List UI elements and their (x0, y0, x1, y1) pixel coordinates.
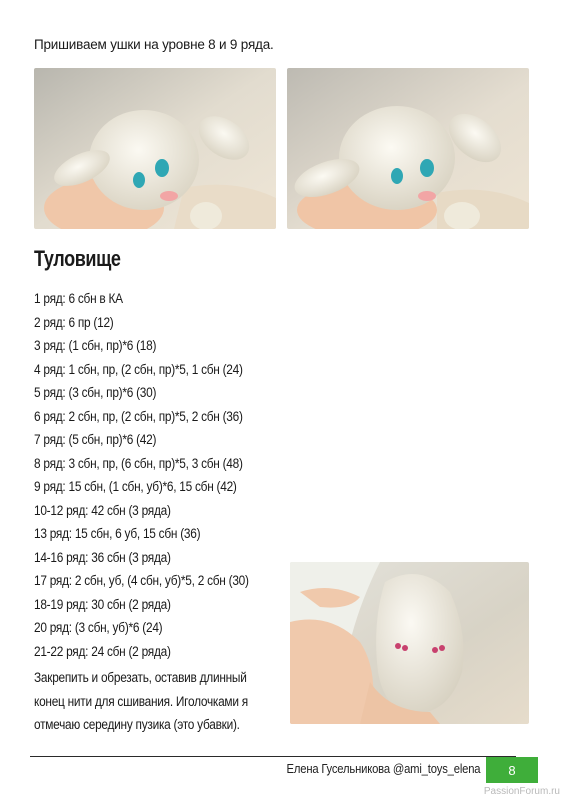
photo-bunny-head-left (34, 68, 276, 229)
footer-author: Елена Гусельникова @ami_toys_elena (286, 762, 480, 776)
row-instruction: 20 ряд: (3 сбн, уб)*6 (24) (34, 620, 163, 635)
row-instruction: 3 ряд: (1 сбн, пр)*6 (18) (34, 338, 157, 353)
finishing-note (34, 666, 284, 737)
row-instruction: 5 ряд: (3 сбн, пр)*6 (30) (34, 385, 157, 400)
note-line: конец нити для сшивания. Иголочками я (34, 693, 248, 709)
row-instruction: 7 ряд: (5 сбн, пр)*6 (42) (34, 432, 157, 447)
intro-text: Пришиваем ушки на уровне 8 и 9 ряда. (34, 37, 274, 52)
row-instruction: 2 ряд: 6 пр (12) (34, 314, 114, 330)
photo-bunny-head-right (287, 68, 529, 229)
row-instruction: 4 ряд: 1 сбн, пр, (2 сбн, пр)*5, 1 сбн (24) (34, 361, 243, 377)
row-instruction: 14-16 ряд: 36 сбн (3 ряда) (34, 549, 171, 565)
row-instructions-list (34, 287, 278, 663)
row-instruction: 8 ряд: 3 сбн, пр, (6 сбн, пр)*5, 3 сбн (48) (34, 455, 243, 471)
photo-crochet-body (290, 562, 529, 724)
row-instruction: 17 ряд: 2 сбн, уб, (4 сбн, уб)*5, 2 сбн (30) (34, 573, 249, 588)
row-instruction: 21-22 ряд: 24 сбн (2 ряда) (34, 643, 171, 659)
footer-divider (30, 756, 516, 757)
watermark-text: PassionForum.ru (483, 786, 560, 797)
row-instruction: 10-12 ряд: 42 сбн (3 ряда) (34, 502, 171, 518)
page-number-badge: 8 (486, 757, 538, 783)
note-line: отмечаю середину пузика (это убавки). (34, 717, 240, 732)
row-instruction: 18-19 ряд: 30 сбн (2 ряда) (34, 596, 171, 612)
note-line: Закрепить и обрезать, оставив длинный (34, 670, 247, 685)
row-instruction: 6 ряд: 2 сбн, пр, (2 сбн, пр)*5, 2 сбн (36) (34, 408, 243, 424)
row-instruction: 13 ряд: 15 сбн, 6 уб, 15 сбн (36) (34, 526, 201, 541)
row-instruction: 9 ряд: 15 сбн, (1 сбн, уб)*6, 15 сбн (42) (34, 479, 237, 494)
row-instruction: 1 ряд: 6 сбн в КА (34, 291, 123, 306)
section-title: Туловище (34, 246, 121, 271)
